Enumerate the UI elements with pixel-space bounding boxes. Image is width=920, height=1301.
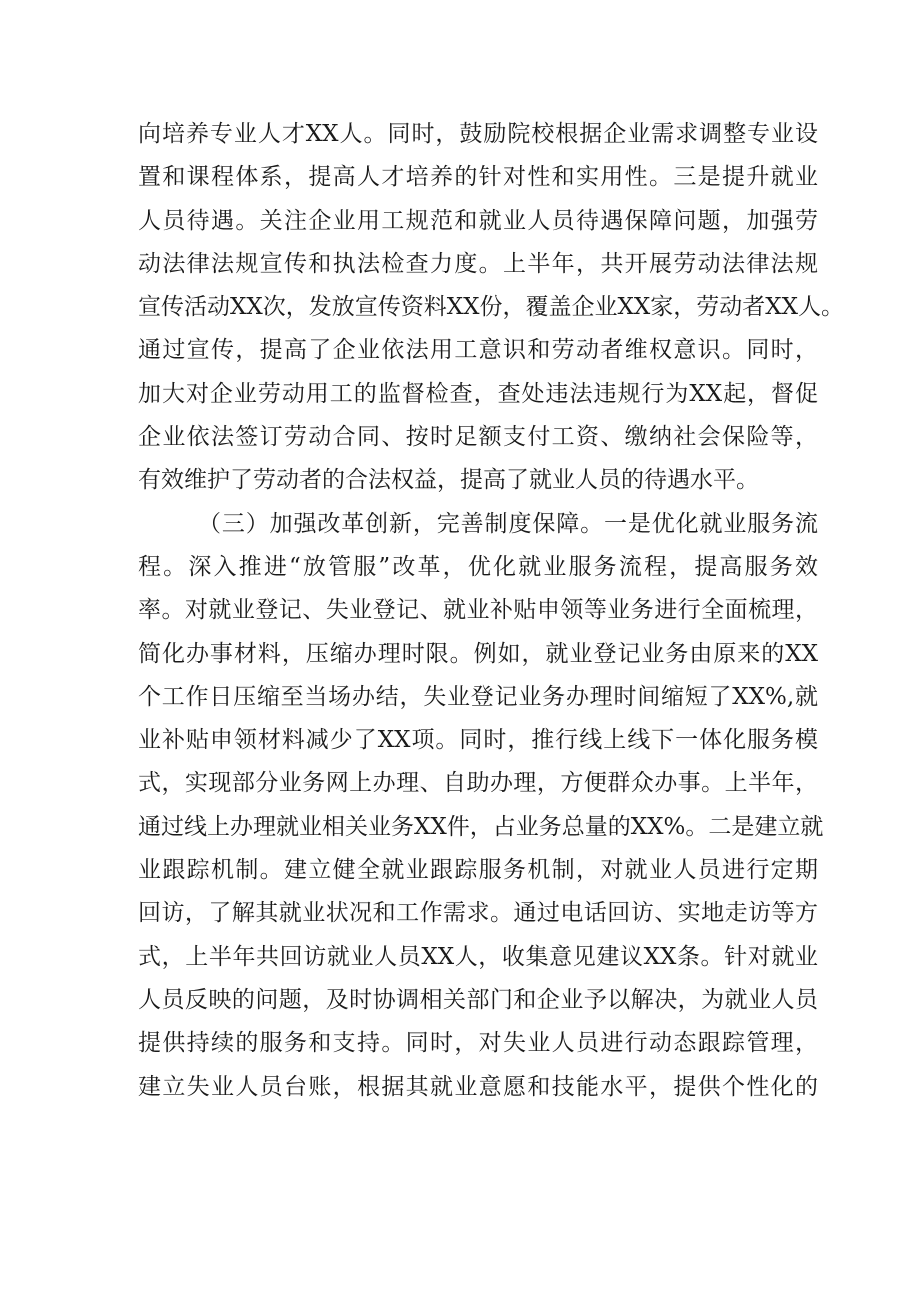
- text-line: 通过线上办理就业相关业务XX件，占业务总量的XX%。二是建立就: [138, 813, 824, 840]
- text-line: 业补贴申领材料减少了XX项。同时，推行线上线下一体化服务模: [138, 727, 818, 754]
- section-heading-line: （三）加强改革创新，完善制度保障。一是优化就业服务流: [198, 510, 818, 537]
- text-line: 建立失业人员台账，根据其就业意愿和技能水平，提供个性化的: [138, 1073, 818, 1100]
- text-line: 程。深入推进“放管服”改革，优化就业服务流程，提高服务效: [138, 553, 818, 580]
- text-line: 宣传活动XX次，发放宣传资料XX份，覆盖企业XX家，劳动者XX人。: [138, 294, 844, 321]
- text-line: 置和课程体系，提高人才培养的针对性和实用性。三是提升就业: [138, 164, 818, 191]
- body-text: [138, 113, 844, 1109]
- text-line: 人员待遇。关注企业用工规范和就业人员待遇保障问题，加强劳: [138, 207, 818, 234]
- text-line: 人员反映的问题，及时协调相关部门和企业予以解决，为就业人员: [138, 986, 818, 1013]
- text-line: 率。对就业登记、失业登记、就业补贴申领等业务进行全面梳理，: [138, 597, 818, 624]
- text-line: 提供持续的服务和支持。同时，对失业人员进行动态跟踪管理，: [138, 1030, 818, 1057]
- text-line: 式，实现部分业务网上办理、自助办理，方便群众办事。上半年，: [138, 770, 818, 797]
- text-line: 企业依法签订劳动合同、按时足额支付工资、缴纳社会保险等，: [138, 424, 818, 451]
- text-line: 业跟踪机制。建立健全就业跟踪服务机制，对就业人员进行定期: [138, 857, 818, 884]
- text-line: 回访，了解其就业状况和工作需求。通过电话回访、实地走访等方: [138, 900, 818, 927]
- text-line: 个工作日压缩至当场办结，失业登记业务办理时间缩短了XX%,就: [138, 683, 818, 710]
- text-line: 式，上半年共回访就业人员XX人，收集意见建议XX条。针对就业: [138, 943, 818, 970]
- text-line: 简化办事材料，压缩办理时限。例如，就业登记业务由原来的XX: [138, 640, 818, 667]
- text-line: 通过宣传，提高了企业依法用工意识和劳动者维权意识。同时，: [138, 337, 818, 364]
- text-line-paragraph-end: 有效维护了劳动者的合法权益，提高了就业人员的待遇水平。: [138, 467, 759, 494]
- text-line: 向培养专业人才XX人。同时，鼓励院校根据企业需求调整专业设: [138, 121, 818, 147]
- text-line: 动法律法规宣传和执法检查力度。上半年，共开展劳动法律法规: [138, 250, 818, 277]
- text-line: 加大对企业劳动用工的监督检查，查处违法违规行为XX起，督促: [138, 380, 818, 407]
